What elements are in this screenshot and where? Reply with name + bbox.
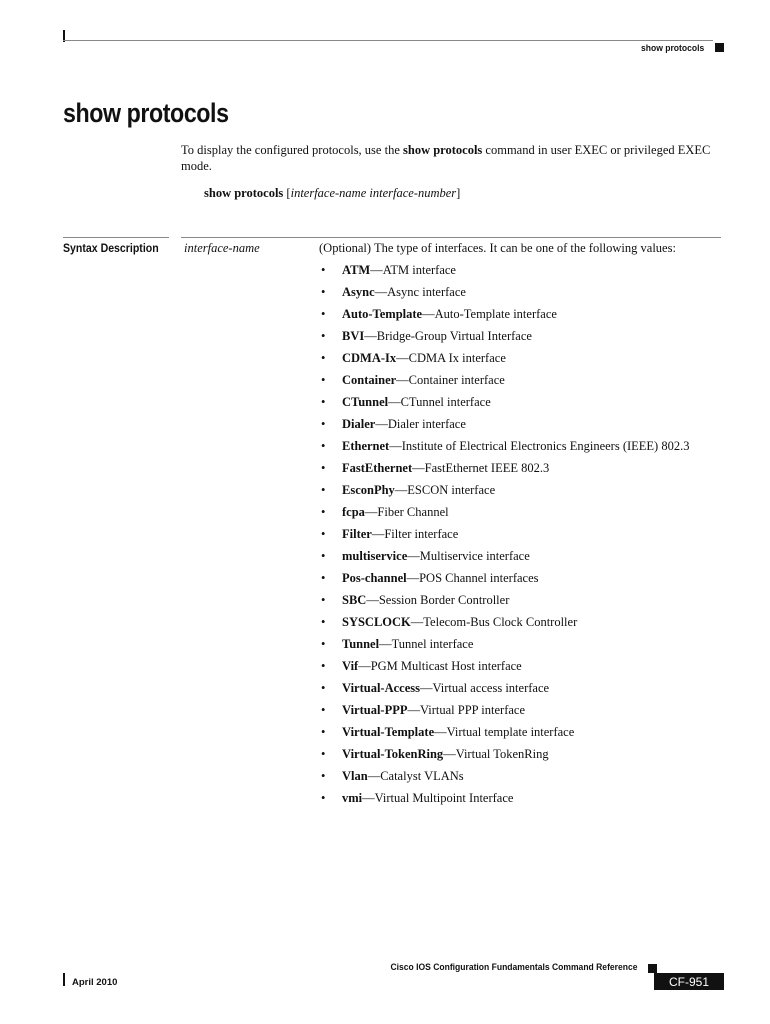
value-description: —Telecom-Bus Clock Controller — [410, 615, 578, 629]
footer-date: April 2010 — [72, 977, 118, 988]
value-name: fcpa — [342, 505, 365, 519]
value-name: Vif — [342, 659, 359, 673]
list-item: • FastEthernet—FastEthernet IEEE 802.3 — [321, 461, 550, 475]
value-description: —Auto-Template interface — [422, 307, 557, 321]
value-description: —CDMA Ix interface — [396, 351, 506, 365]
argument-description: (Optional) The type of interfaces. It can be one of the following values: — [319, 241, 676, 255]
command-syntax — [204, 186, 460, 201]
value-description: —Filter interface — [371, 527, 459, 541]
footer-square-marker — [648, 964, 657, 973]
syntax-arguments: interface-name interface-number — [290, 186, 457, 200]
value-description: —Virtual TokenRing — [443, 747, 549, 761]
list-item: • Virtual-TokenRing—Virtual TokenRing — [321, 747, 549, 761]
list-item: • ATM—ATM interface — [321, 263, 456, 277]
intro-paragraph — [181, 142, 721, 174]
value-name: Virtual-TokenRing — [342, 747, 444, 761]
list-item: • Dialer—Dialer interface — [321, 417, 466, 431]
list-item: • BVI—Bridge-Group Virtual Interface — [321, 329, 532, 343]
value-name: Ethernet — [342, 439, 390, 453]
value-description: —Bridge-Group Virtual Interface — [364, 329, 532, 343]
syntax-command: show protocols — [204, 186, 284, 200]
list-item: • fcpa—Fiber Channel — [321, 505, 449, 519]
page-title: show protocols — [63, 98, 229, 128]
value-description: —Fiber Channel — [364, 505, 449, 519]
list-item: • vmi—Virtual Multipoint Interface — [321, 791, 514, 805]
list-item: • multiservice—Multiservice interface — [321, 549, 530, 563]
value-name: ATM — [342, 263, 371, 277]
value-name: CDMA-Ix — [342, 351, 397, 365]
interface-values-list — [321, 262, 689, 812]
value-name: FastEthernet — [342, 461, 413, 475]
value-description: —Dialer interface — [375, 417, 466, 431]
value-description: —Institute of Electrical Electronics Engineers (IEEE) 802.3 — [389, 439, 690, 453]
value-description: —Session Border Controller — [366, 593, 510, 607]
value-name: Dialer — [342, 417, 376, 431]
value-description: —CTunnel interface — [388, 395, 491, 409]
value-name: SBC — [342, 593, 367, 607]
value-name: Virtual-PPP — [342, 703, 408, 717]
intro-text-before: To display the configured protocols, use the — [181, 143, 403, 157]
intro-command: show protocols — [403, 143, 483, 157]
list-item: • Virtual-Access—Virtual access interface — [321, 681, 550, 695]
list-item: • Vlan—Catalyst VLANs — [321, 769, 464, 783]
list-item: • Virtual-Template—Virtual template interface — [321, 725, 575, 739]
value-description: —Multiservice interface — [407, 549, 530, 563]
value-name: Async — [342, 285, 375, 299]
value-name: vmi — [342, 791, 363, 805]
list-item: • Auto-Template—Auto-Template interface — [321, 307, 557, 321]
value-description: —Virtual template interface — [434, 725, 575, 739]
footer-tick-mark — [63, 973, 65, 986]
value-description: —ATM interface — [370, 263, 456, 277]
value-description: —POS Channel interfaces — [406, 571, 539, 585]
value-description: —Virtual PPP interface — [407, 703, 526, 717]
list-item: • Container—Container interface — [321, 373, 505, 387]
value-name: EsconPhy — [342, 483, 395, 497]
list-item: • CTunnel—CTunnel interface — [321, 395, 491, 409]
list-item: • Async—Async interface — [321, 285, 466, 299]
section-rule-right — [181, 237, 721, 238]
value-description: —Virtual access interface — [420, 681, 550, 695]
value-name: SYSCLOCK — [342, 615, 411, 629]
list-item: • SYSCLOCK—Telecom-Bus Clock Controller — [321, 615, 578, 629]
argument-term: interface-name — [184, 241, 260, 255]
value-name: Virtual-Template — [342, 725, 435, 739]
value-description: —Async interface — [374, 285, 466, 299]
section-rule-left — [63, 237, 169, 238]
value-name: Filter — [342, 527, 372, 541]
list-item: • Vif—PGM Multicast Host interface — [321, 659, 522, 673]
value-name: Tunnel — [342, 637, 380, 651]
value-description: —Catalyst VLANs — [367, 769, 464, 783]
list-item: • Virtual-PPP—Virtual PPP interface — [321, 703, 526, 717]
value-name: multiservice — [342, 549, 408, 563]
intro-text-after: command in user EXEC or privileged EXEC mode. — [181, 143, 711, 173]
value-name: BVI — [342, 329, 365, 343]
list-item: • CDMA-Ix—CDMA Ix interface — [321, 351, 506, 365]
list-item: • Pos-channel—POS Channel interfaces — [321, 571, 539, 585]
list-item: • SBC—Session Border Controller — [321, 593, 510, 607]
list-item: • EsconPhy—ESCON interface — [321, 483, 496, 497]
value-description: —ESCON interface — [394, 483, 496, 497]
value-name: Pos-channel — [342, 571, 407, 585]
value-name: Auto-Template — [342, 307, 423, 321]
value-description: —Container interface — [396, 373, 505, 387]
value-description: —FastEthernet IEEE 802.3 — [412, 461, 550, 475]
value-name: Vlan — [342, 769, 368, 783]
syntax-description-heading: Syntax Description — [63, 241, 159, 255]
footer-book-title: Cisco IOS Configuration Fundamentals Command Reference — [389, 962, 637, 973]
running-header: show protocols — [640, 43, 704, 54]
value-name: Container — [342, 373, 397, 387]
value-name: Virtual-Access — [342, 681, 420, 695]
page-number: CF-951 — [654, 973, 724, 990]
value-name: CTunnel — [342, 395, 389, 409]
syntax-close-bracket: ] — [456, 186, 461, 200]
header-square-marker — [715, 43, 724, 52]
list-item: • Ethernet—Institute of Electrical Electronics Engineers (IEEE) 802.3 — [321, 439, 690, 453]
list-item: • Tunnel—Tunnel interface — [321, 637, 474, 651]
list-item: • Filter—Filter interface — [321, 527, 459, 541]
value-description: —Virtual Multipoint Interface — [362, 791, 514, 805]
syntax-open-bracket: [ — [283, 186, 291, 200]
value-description: —Tunnel interface — [379, 637, 474, 651]
value-description: —PGM Multicast Host interface — [358, 659, 522, 673]
header-rule — [63, 40, 713, 41]
